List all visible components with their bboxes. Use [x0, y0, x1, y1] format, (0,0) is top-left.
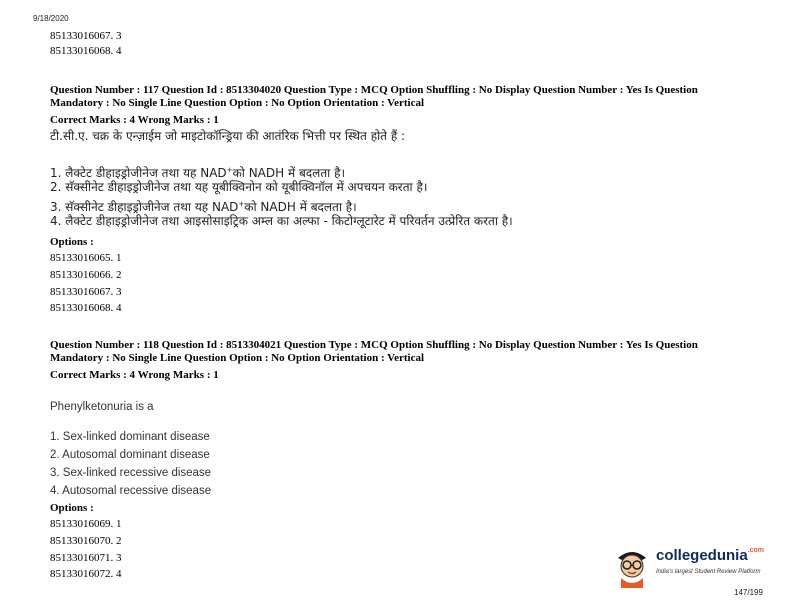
option-line: 85133016066. 2 — [50, 269, 122, 281]
option-line: 85133016068. 4 — [50, 45, 122, 57]
collegedunia-mascot-icon — [612, 544, 652, 588]
option-line: 85133016071. 3 — [50, 552, 122, 564]
question-118-choice-2: 2. Autosomal dominant disease — [50, 449, 210, 461]
question-118-marks: Correct Marks : 4 Wrong Marks : 1 — [50, 369, 219, 381]
page-number: 147/199 — [734, 588, 763, 597]
question-118-choice-3: 3. Sex-linked recessive disease — [50, 467, 212, 479]
print-date: 9/18/2020 — [33, 14, 69, 23]
option-line: 85133016070. 2 — [50, 535, 122, 547]
question-117-marks: Correct Marks : 4 Wrong Marks : 1 — [50, 114, 219, 126]
options-label: Options : — [50, 236, 94, 248]
question-118-choice-1: 1. Sex-linked dominant disease — [50, 431, 210, 443]
question-117-header: Question Number : 117 Question Id : 8513304020 Question Type : MCQ Option Shuffling : No Display Question Number : Yes Is Question Mandatory : No Single Line Question Option : No Option Orientation : Vertical — [50, 84, 698, 109]
option-line: 85133016068. 4 — [50, 302, 122, 314]
collegedunia-tagline: India's largest Student Review Platform — [656, 569, 761, 575]
option-line: 85133016065. 1 — [50, 252, 122, 264]
question-117-choice-1: 1. लैक्टेट डीहाइड्रोजीनेज तथा यह NAD+को NADH में बदलता है। — [50, 166, 345, 180]
question-117-choice-3: 3. सॅक्सीनेट डीहाइड्रोजीनेज तथा यह NAD+को NADH में बदलता है। — [50, 200, 357, 214]
question-117-text: टी.सी.ए. चक्र के एन्ज़ाईम जो माइटोकॉन्ड्रिया की आतंरिक भित्ती पर स्थित होते हैं : — [50, 129, 406, 143]
options-label: Options : — [50, 502, 94, 514]
question-118-choice-4: 4. Autosomal recessive disease — [50, 485, 212, 497]
question-118-header: Question Number : 118 Question Id : 8513304021 Question Type : MCQ Option Shuffling : No Display Question Number : Yes Is Question Mandatory : No Single Line Question Option : No Option Orientation : Vertical — [50, 339, 698, 364]
question-117-choice-4: 4. लैक्टेट डीहाइड्रोजीनेज तथा आइसोसाइट्रिक अम्ल का अल्फा - किटोग्लूटारेट में परिवर्तन उत्प्रेरित करता है। — [50, 214, 513, 228]
option-line: 85133016072. 4 — [50, 568, 122, 580]
option-line: 85133016067. 3 — [50, 30, 122, 42]
option-line: 85133016067. 3 — [50, 286, 122, 298]
question-117-choice-2: 2. सॅक्सीनेट डीहाइड्रोजीनेज तथा यह यूबीक्विनोन को यूबीक्विनॉल में अपचयन करता है। — [50, 180, 428, 194]
option-line: 85133016069. 1 — [50, 518, 122, 530]
collegedunia-logo-text: collegedunia$^{.com}$ — [656, 547, 765, 564]
question-118-text: Phenylketonuria is a — [50, 401, 154, 413]
